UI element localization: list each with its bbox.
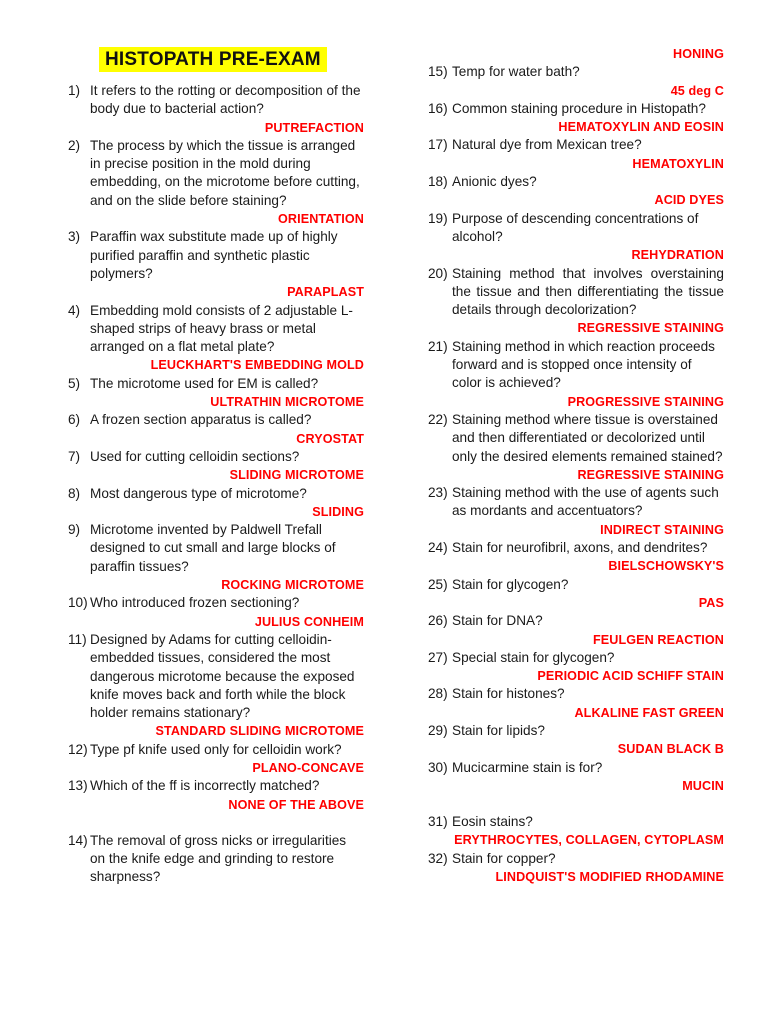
question-6	[68, 411, 364, 429]
answer-20: REGRESSIVE STAINING	[577, 321, 724, 336]
answer-10: JULIUS CONHEIM	[254, 614, 364, 629]
answer-26: FEULGEN REACTION	[592, 632, 724, 647]
answer-13: NONE OF THE ABOVE	[228, 797, 364, 812]
question-text: A frozen section apparatus is called?	[90, 412, 312, 428]
question-22	[428, 411, 724, 466]
question-7	[68, 448, 364, 466]
left-question-column	[68, 82, 364, 887]
question-number: 14)	[68, 832, 88, 848]
question-number: 12)	[68, 741, 88, 757]
question-text: Stain for copper?	[452, 850, 556, 866]
question-26	[428, 612, 724, 630]
question-number: 29)	[428, 722, 448, 738]
answer-15: 45 deg C	[670, 83, 724, 98]
answer-19: REHYDRATION	[631, 248, 724, 263]
question-text: Staining method where tissue is overstained and then differentiated or decolorized until only the desired elements remained stained?	[452, 411, 723, 464]
answer-12: PLANO-CONCAVE	[252, 760, 364, 775]
question-number: 22)	[428, 411, 448, 427]
answer-21: PROGRESSIVE STAINING	[567, 394, 724, 409]
answer-1: PUTREFACTION	[264, 120, 364, 135]
question-number: 1)	[68, 83, 81, 98]
question-text: Common staining procedure in Histopath?	[452, 100, 706, 116]
question-text: Stain for DNA?	[452, 613, 543, 629]
question-29	[428, 722, 724, 740]
question-21	[428, 338, 724, 393]
question-text: Paraffin wax substitute made up of highly purified paraffin and synthetic plastic polymers?	[90, 229, 338, 281]
answer-23: INDIRECT STAINING	[600, 522, 724, 537]
question-text: Eosin stains?	[452, 814, 533, 830]
spacer	[68, 814, 364, 832]
question-number: 27)	[428, 649, 448, 665]
question-number: 16)	[428, 100, 448, 116]
question-number: 30)	[428, 759, 448, 775]
question-4	[68, 302, 364, 357]
question-text: Which of the ff is incorrectly matched?	[90, 778, 320, 794]
question-28	[428, 685, 724, 703]
question-number: 23)	[428, 485, 448, 501]
answer-29: SUDAN BLACK B	[617, 742, 724, 757]
answer-16: HEMATOXYLIN AND EOSIN	[558, 120, 724, 135]
answer-9: ROCKING MICROTOME	[221, 578, 364, 593]
right-question-column	[428, 45, 724, 886]
answer-6: CRYOSTAT	[296, 431, 364, 446]
question-text: The removal of gross nicks or irregularities on the knife edge and grinding to restore sharpness?	[90, 832, 347, 885]
question-number: 31)	[428, 814, 448, 830]
answer-3: PARAPLAST	[287, 285, 364, 300]
page-title: HISTOPATH PRE-EXAM	[99, 47, 327, 72]
answer-28: ALKALINE FAST GREEN	[574, 705, 724, 720]
question-24	[428, 539, 724, 557]
question-number: 26)	[428, 613, 448, 629]
question-number: 10)	[68, 595, 88, 611]
question-number: 2)	[68, 137, 81, 153]
question-text: Microtome invented by Paldwell Trefall designed to cut small and large blocks of paraffin tissues?	[90, 522, 336, 574]
question-number: 5)	[68, 375, 81, 391]
question-number: 18)	[428, 174, 448, 190]
answer-2: ORIENTATION	[278, 212, 364, 227]
question-11	[68, 631, 364, 722]
answer-7: SLIDING MICROTOME	[229, 468, 364, 483]
question-text: Embedding mold consists of 2 adjustable L-shaped strips of heavy brass or metal arranged on a flat metal plate?	[90, 302, 353, 355]
question-13	[68, 777, 364, 795]
question-12	[68, 741, 364, 759]
question-text: Designed by Adams for cutting celloidin-embedded tissues, considered the most dangerous microtome because the exposed knife moves back and forth while the block holder remains stationary?	[90, 631, 355, 721]
question-19	[428, 210, 724, 247]
question-18	[428, 173, 724, 191]
question-16	[428, 100, 724, 118]
answer-27: PERIODIC ACID SCHIFF STAIN	[537, 669, 724, 684]
question-25	[428, 576, 724, 594]
question-number: 4)	[68, 302, 81, 318]
question-text: Used for cutting celloidin sections?	[90, 448, 300, 464]
question-number: 25)	[428, 576, 448, 592]
question-text: Temp for water bath?	[452, 64, 580, 80]
answer-25: PAS	[698, 595, 724, 610]
question-number: 11)	[68, 631, 87, 647]
question-text: Special stain for glycogen?	[452, 649, 615, 665]
answer-14: HONING	[673, 47, 724, 61]
question-text: Staining method with the use of agents such as mordants and accentuators?	[452, 485, 719, 519]
question-10	[68, 594, 364, 612]
question-text: Most dangerous type of microtome?	[90, 485, 307, 501]
question-23	[428, 484, 724, 521]
question-30	[428, 759, 724, 777]
question-text: Mucicarmine stain is for?	[452, 759, 603, 775]
question-text: The microtome used for EM is called?	[90, 375, 319, 391]
question-5	[68, 375, 364, 393]
answer-18: ACID DYES	[654, 193, 724, 208]
question-27	[428, 649, 724, 667]
question-9	[68, 521, 364, 576]
question-text: Anionic dyes?	[452, 174, 537, 190]
question-number: 6)	[68, 412, 81, 428]
question-text: Stain for glycogen?	[452, 576, 569, 592]
answer-24: BIELSCHOWSKY'S	[608, 559, 724, 574]
question-number: 32)	[428, 850, 448, 866]
answer-11: STANDARD SLIDING MICROTOME	[155, 724, 364, 739]
question-number: 15)	[428, 64, 448, 80]
question-1	[68, 82, 364, 119]
question-2	[68, 137, 364, 210]
answer-5: ULTRATHIN MICROTOME	[210, 395, 364, 410]
question-number: 3)	[68, 229, 81, 245]
question-text: Stain for lipids?	[452, 722, 545, 738]
question-text: Staining method that involves overstaining the tissue and then differentiating the tissue details through decolorization?	[452, 265, 724, 318]
question-14	[68, 832, 364, 887]
spacer	[428, 795, 724, 813]
answer-17: HEMATOXYLIN	[632, 156, 724, 171]
question-text: Staining method in which reaction proceeds forward and is stopped once intensity of color is achieved?	[452, 338, 715, 391]
answer-22: REGRESSIVE STAINING	[577, 467, 724, 482]
question-number: 21)	[428, 338, 448, 354]
answer-32: LINDQUIST'S MODIFIED RHODAMINE	[495, 870, 724, 885]
question-number: 17)	[428, 137, 448, 153]
question-number: 9)	[68, 522, 81, 538]
question-text: Stain for histones?	[452, 686, 565, 702]
question-text: Natural dye from Mexican tree?	[452, 137, 642, 153]
question-number: 7)	[68, 448, 81, 464]
question-text: Type pf knife used only for celloidin work?	[90, 741, 342, 757]
question-31	[428, 813, 724, 831]
question-text: It refers to the rotting or decomposition of the body due to bacterial action?	[90, 83, 361, 117]
question-17	[428, 136, 724, 154]
question-text: Purpose of descending concentrations of alcohol?	[452, 210, 699, 244]
question-8	[68, 485, 364, 503]
question-number: 24)	[428, 540, 448, 556]
answer-30: MUCIN	[682, 778, 724, 793]
question-text: The process by which the tissue is arranged in precise position in the mold during embedding, on the microtome before cutting, and on the slide before staining?	[90, 137, 360, 208]
question-32	[428, 850, 724, 868]
question-number: 13)	[68, 778, 88, 794]
answer-4: LEUCKHART'S EMBEDDING MOLD	[150, 358, 364, 373]
question-15	[428, 63, 724, 81]
question-number: 19)	[428, 210, 448, 226]
question-text: Stain for neurofibril, axons, and dendrites?	[452, 540, 708, 556]
question-text: Who introduced frozen sectioning?	[90, 595, 300, 611]
question-number: 20)	[428, 265, 448, 281]
question-20	[428, 265, 724, 320]
question-3	[68, 228, 364, 283]
question-number: 28)	[428, 686, 448, 702]
answer-31: ERYTHROCYTES, COLLAGEN, CYTOPLASM	[454, 833, 724, 848]
answer-8: SLIDING	[312, 504, 364, 519]
question-number: 8)	[68, 485, 81, 501]
